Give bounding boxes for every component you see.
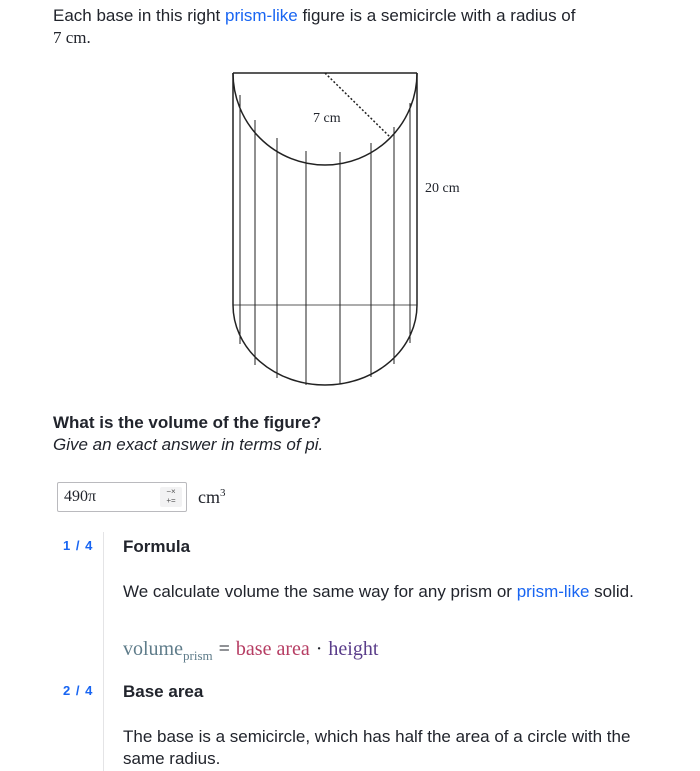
question bbox=[53, 412, 323, 456]
unit-exponent: 3 bbox=[220, 487, 226, 499]
answer-field[interactable] bbox=[57, 482, 187, 512]
question-instruction: Give an exact answer in terms of pi. bbox=[53, 435, 324, 454]
hint-text: The base is a semicircle, which has half the area of a circle with the same radius. bbox=[123, 727, 631, 768]
radius-value: 7 cm. bbox=[53, 28, 91, 47]
formula-dot: · bbox=[315, 638, 323, 660]
semicircular-prism-figure bbox=[220, 65, 500, 395]
unit-base: cm bbox=[198, 487, 220, 507]
formula-equals: = bbox=[218, 638, 230, 660]
answer-unit bbox=[198, 487, 226, 508]
hint-title: Formula bbox=[123, 537, 191, 556]
formula-volume-subscript: prism bbox=[183, 648, 213, 663]
formula-height: height bbox=[328, 638, 379, 660]
prism-diagram bbox=[220, 65, 500, 395]
formula-volume: volume bbox=[123, 638, 183, 660]
hint-rail bbox=[103, 532, 104, 771]
prism-like-link[interactable]: prism-like bbox=[516, 582, 590, 601]
height-label: 20 cm bbox=[425, 181, 460, 196]
hint-text-suffix: solid. bbox=[589, 582, 634, 601]
radius-label: 7 cm bbox=[313, 111, 341, 126]
hint-title: Base area bbox=[123, 682, 204, 701]
hint-text-prefix: We calculate volume the same way for any prism or bbox=[123, 582, 517, 601]
hint-text bbox=[123, 581, 643, 603]
formula-base-area: base area bbox=[235, 638, 310, 660]
question-title: What is the volume of the figure? bbox=[53, 413, 322, 432]
intro-suffix: figure is a semicircle with a radius of bbox=[297, 6, 576, 25]
answer-input[interactable] bbox=[58, 483, 164, 511]
prism-like-link[interactable]: prism-like bbox=[224, 6, 298, 25]
hint-step-number: 2 / 4 bbox=[63, 683, 94, 698]
volume-formula bbox=[123, 638, 378, 664]
problem-statement bbox=[53, 5, 653, 49]
intro-prefix: Each base in this right bbox=[53, 6, 225, 25]
math-keypad-icon[interactable]: −× += bbox=[160, 487, 182, 507]
hint-step-number: 1 / 4 bbox=[63, 538, 94, 553]
